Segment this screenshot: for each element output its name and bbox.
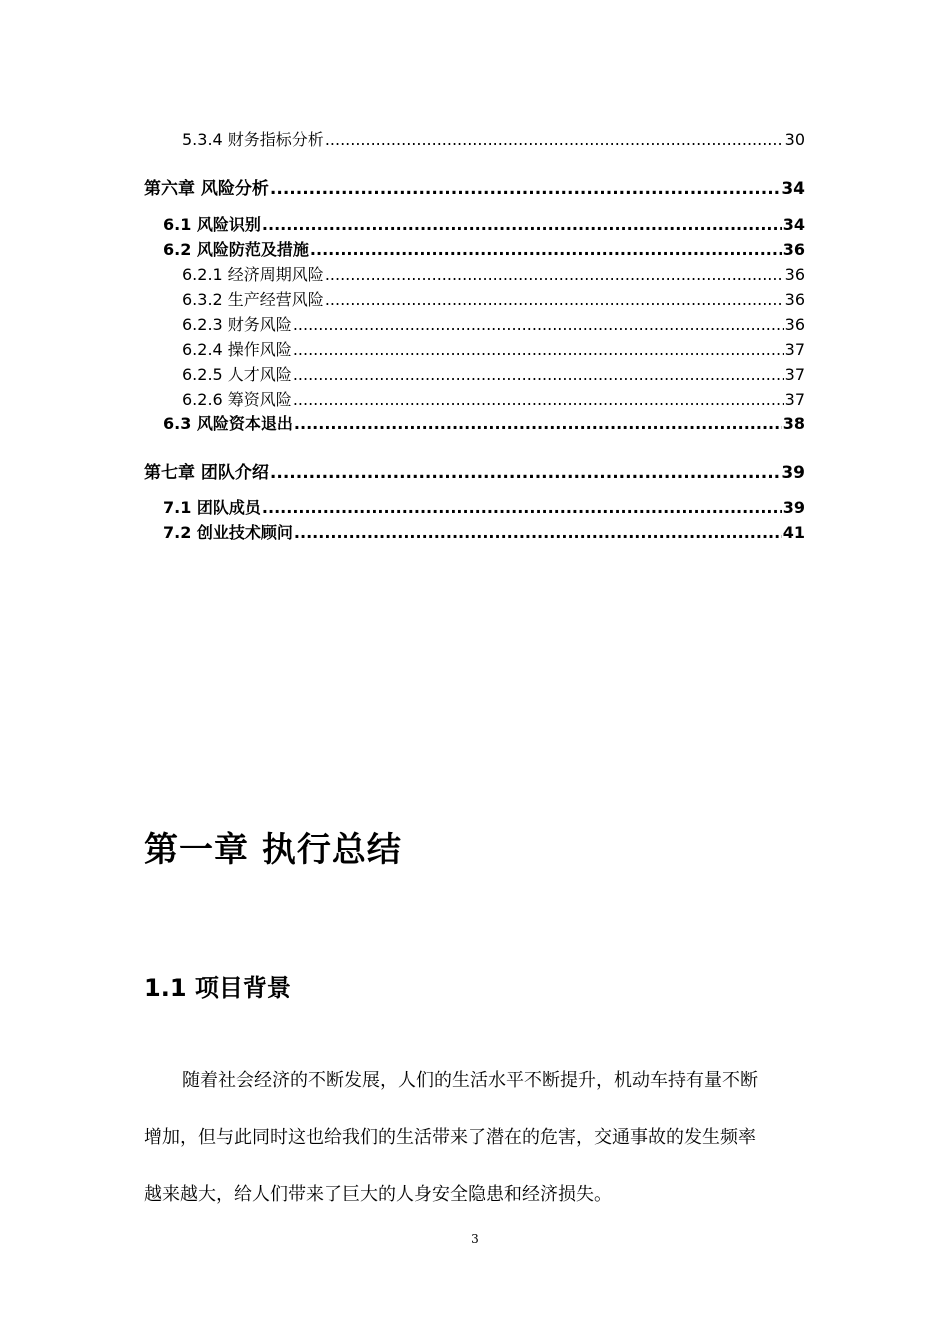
toc-entry-label: 7.1 团队成员 <box>163 498 261 517</box>
toc-entry[interactable] <box>182 387 805 410</box>
paragraph-line-1: 随着社会经济的不断发展，人们的生活水平不断提升，机动车持有量不断 <box>182 1070 758 1091</box>
toc-entry[interactable] <box>163 212 805 235</box>
toc-entry-page-number: 41 <box>782 523 805 542</box>
toc-entry[interactable] <box>182 287 805 310</box>
toc-entry-label: 6.3.2 生产经营风险 <box>182 290 324 309</box>
toc-entry-label: 6.2.6 筹资风险 <box>182 390 292 409</box>
toc-dot-leader <box>270 179 780 199</box>
toc-entry-page-number: 37 <box>784 365 805 384</box>
toc-entry-page-number: 36 <box>784 265 805 284</box>
toc-entry-page-number: 36 <box>784 315 805 334</box>
toc-dot-leader <box>293 390 784 409</box>
toc-entry-label: 6.2.4 操作风险 <box>182 340 292 359</box>
toc-entry-label: 6.2.5 人才风险 <box>182 365 292 384</box>
toc-entry-page-number: 38 <box>782 414 805 433</box>
section-title: 1.1 项目背景 <box>144 974 291 1002</box>
toc-entry[interactable] <box>163 520 805 543</box>
toc-dot-leader <box>262 215 782 234</box>
toc-entry-label: 第七章 团队介绍 <box>144 463 269 483</box>
toc-entry[interactable] <box>163 495 805 518</box>
toc-entry-page-number: 36 <box>782 240 805 259</box>
toc-entry[interactable] <box>182 127 805 150</box>
paragraph-line-3: 越来越大，给人们带来了巨大的人身安全隐患和经济损失。 <box>144 1184 612 1205</box>
toc-dot-leader <box>293 340 784 359</box>
toc-dot-leader <box>270 463 780 483</box>
toc-entry[interactable] <box>144 174 805 199</box>
page-number: 3 <box>471 1232 479 1246</box>
toc-dot-leader <box>293 315 784 334</box>
toc-entry-label: 6.2.3 财务风险 <box>182 315 292 334</box>
toc-entry[interactable] <box>163 411 805 434</box>
paragraph-line-2: 增加，但与此同时这也给我们的生活带来了潜在的危害，交通事故的发生频率 <box>144 1127 756 1148</box>
toc-entry-label: 5.3.4 财务指标分析 <box>182 130 324 149</box>
toc-entry[interactable] <box>182 312 805 335</box>
toc-entry-label: 第六章 风险分析 <box>144 179 269 199</box>
toc-dot-leader <box>262 498 782 517</box>
toc-entry-page-number: 30 <box>784 130 805 149</box>
toc-dot-leader <box>294 414 782 433</box>
toc-entry[interactable] <box>144 458 805 483</box>
toc-entry-label: 6.2.1 经济周期风险 <box>182 265 324 284</box>
toc-entry-label: 6.3 风险资本退出 <box>163 414 293 433</box>
toc-entry-page-number: 34 <box>781 179 805 199</box>
toc-entry-page-number: 37 <box>784 340 805 359</box>
toc-entry[interactable] <box>163 237 805 260</box>
toc-dot-leader <box>325 265 784 284</box>
toc-dot-leader <box>294 523 782 542</box>
toc-entry[interactable] <box>182 262 805 285</box>
toc-entry-page-number: 39 <box>782 498 805 517</box>
toc-entry-page-number: 34 <box>782 215 805 234</box>
toc-entry-label: 6.2 风险防范及措施 <box>163 240 309 259</box>
toc-dot-leader <box>325 290 784 309</box>
toc-entry-page-number: 39 <box>781 463 805 483</box>
toc-dot-leader <box>310 240 782 259</box>
toc-entry[interactable] <box>182 337 805 360</box>
chapter-title: 第一章 执行总结 <box>144 830 402 870</box>
toc-entry-label: 7.2 创业技术顾问 <box>163 523 293 542</box>
toc-entry-page-number: 37 <box>784 390 805 409</box>
toc-dot-leader <box>293 365 784 384</box>
toc-dot-leader <box>325 130 784 149</box>
toc-entry[interactable] <box>182 362 805 385</box>
toc-entry-page-number: 36 <box>784 290 805 309</box>
toc-entry-label: 6.1 风险识别 <box>163 215 261 234</box>
